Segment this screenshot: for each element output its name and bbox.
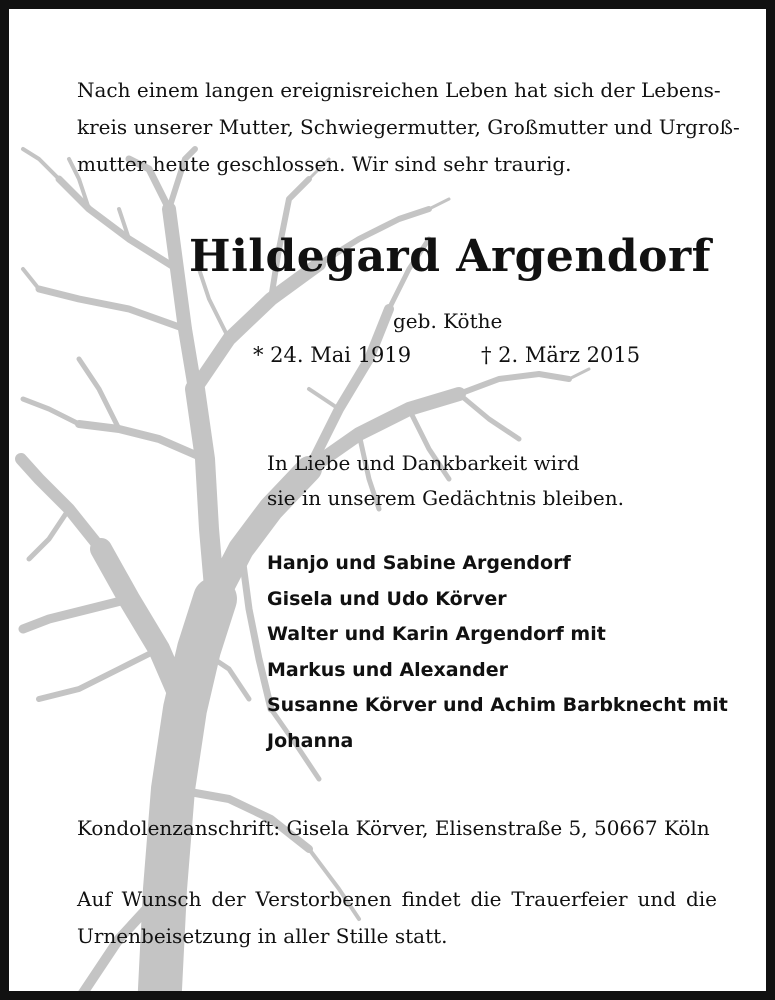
birth-date: * 24. Mai 1919 xyxy=(253,343,412,367)
maiden-name: geb. Köthe xyxy=(393,309,503,333)
memory-line: sie in unserem Gedächtnis bleiben. xyxy=(267,486,624,510)
family-member-line: Susanne Körver und Achim Barbknecht mit xyxy=(267,694,728,716)
closing-paragraph xyxy=(77,881,717,955)
deceased-name: Hildegard Argendorf xyxy=(189,231,712,282)
intro-line: Nach einem langen ereignisreichen Leben hat sich der Lebens- xyxy=(77,78,721,102)
family-member-line: Markus und Alexander xyxy=(267,658,509,681)
family-member-line: Johanna xyxy=(267,729,354,752)
closing-line: Auf Wunsch der Verstorbenen findet die Trauerfeier und die xyxy=(77,887,717,911)
intro-line: mutter heute geschlossen. Wir sind sehr traurig. xyxy=(77,152,572,176)
memory-text xyxy=(267,446,624,516)
family-member-line: Gisela und Udo Körver xyxy=(267,587,507,610)
family-member-line: Hanjo und Sabine Argendorf xyxy=(267,552,571,574)
family-list xyxy=(267,546,728,759)
memory-line: In Liebe und Dankbarkeit wird xyxy=(267,451,580,475)
death-date: † 2. März 2015 xyxy=(481,343,641,367)
intro-paragraph xyxy=(77,72,740,183)
family-member-line: Walter und Karin Argendorf mit xyxy=(267,623,606,645)
closing-line: Urnenbeisetzung in aller Stille statt. xyxy=(77,924,448,948)
intro-line: kreis unserer Mutter, Schwiegermutter, Großmutter und Urgroß- xyxy=(77,115,740,139)
condolence-address: Kondolenzanschrift: Gisela Körver, Elisenstraße 5, 50667 Köln xyxy=(77,816,710,840)
